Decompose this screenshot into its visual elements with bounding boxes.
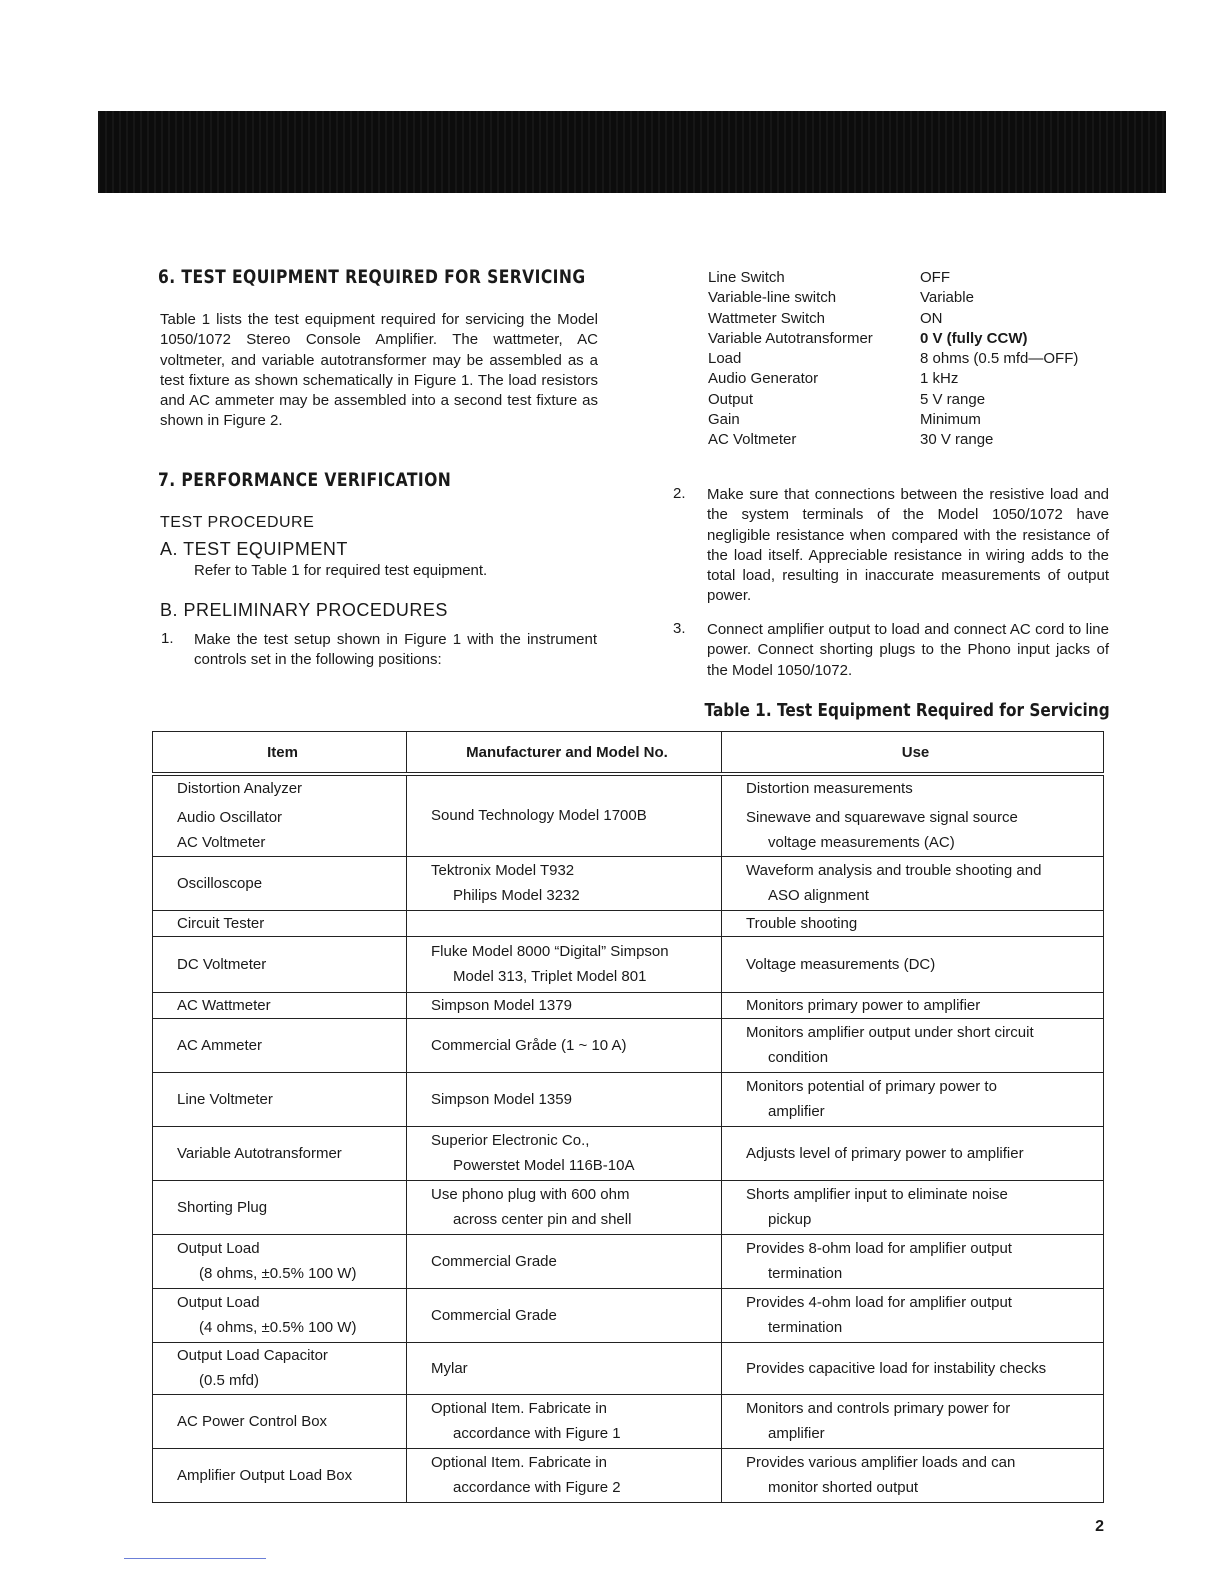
setting-name: Load (708, 350, 742, 368)
table-row (153, 1234, 1104, 1288)
cell-line: Fluke Model 8000 “Digital” Simpson (431, 943, 669, 960)
cell-line: Monitors and controls primary power for (746, 1400, 1011, 1417)
header-use: Use (722, 732, 1104, 775)
cell-line: accordance with Figure 1 (453, 1425, 621, 1442)
setting-name: Line Switch (708, 269, 785, 286)
cell-line: (0.5 mfd) (199, 1372, 260, 1389)
manufacturer-cell (407, 1288, 722, 1342)
cell-line: Waveform analysis and trouble shooting and (746, 862, 1042, 879)
cell-line: Adjusts level of primary power to amplifier (746, 1144, 1024, 1162)
step-3-text: Connect amplifier output to load and connect AC cord to line power. Connect shorting plugs to the Phono input jacks of the Model 1050/1072. (707, 621, 1109, 679)
cell-line: pickup (768, 1211, 812, 1228)
item-cell (153, 992, 407, 1018)
cell-line: termination (768, 1265, 843, 1282)
item-cell (153, 1448, 407, 1502)
cell-line: Circuit Tester (177, 914, 265, 932)
setting-name: Wattmeter Switch (708, 309, 825, 327)
step-3-number: 3. (673, 620, 686, 637)
cell-line: (8 ohms, ±0.5% 100 W) (199, 1265, 357, 1282)
manufacturer-cell (407, 1448, 722, 1502)
cell-line: Optional Item. Fabricate in (431, 1454, 607, 1471)
manufacturer-cell (407, 936, 722, 992)
table-row (153, 1180, 1104, 1234)
cell-line: (4 ohms, ±0.5% 100 W) (199, 1319, 357, 1336)
use-cell (722, 1018, 1104, 1072)
footer-rule (124, 1558, 266, 1559)
cell-line: Line Voltmeter (177, 1090, 273, 1108)
setting-value: OFF (920, 269, 950, 286)
setting-name: Variable-line switch (708, 289, 837, 307)
use-cell (722, 1342, 1104, 1394)
use-cell (722, 856, 1104, 910)
cell-line: Mylar (431, 1359, 468, 1377)
cell-line: Output Load Capacitor (177, 1347, 328, 1364)
section-6-title: 6. TEST EQUIPMENT REQUIRED FOR SERVICING (158, 266, 586, 288)
cell-line: voltage measurements (AC) (768, 834, 955, 852)
use-cell (722, 1448, 1104, 1502)
cell-line: Voltage measurements (DC) (746, 955, 936, 973)
table-row (153, 936, 1104, 992)
use-cell (722, 1072, 1104, 1126)
table-row (153, 774, 1104, 856)
step-2-text: Make sure that connections between the resistive load and the system terminals of the Model 1050/1072 have negligible resistance when compared with the resistance of the load itself. Appreciable resistance in wiring adds to the total load, resulting in inaccurate measurements of output power. (707, 486, 1109, 605)
manufacturer-cell (407, 992, 722, 1018)
section-6-paragraph: Table 1 lists the test equipment required for servicing the Model 1050/1072 Stereo Console Amplifier. The wattmeter, AC voltmeter, and variable autotransformer may be assembled as a test fixture as shown schematically in Figure 1. The load resistors and AC ammeter may be assembled into a second test fixture as shown in Figure 2. (160, 311, 598, 430)
cell-line: condition (768, 1049, 829, 1066)
setting-value: 5 V range (920, 390, 986, 408)
cell-line: Output Load (177, 1294, 260, 1311)
item-cell (153, 1018, 407, 1072)
table-row (153, 1126, 1104, 1180)
cell-line: Powerstet Model 116B-10A (453, 1157, 635, 1174)
header-item: Item (153, 732, 407, 775)
cell-line: Output Load (177, 1240, 260, 1257)
use-cell (722, 1180, 1104, 1234)
setting-row (708, 349, 1108, 369)
cell-line: Monitors amplifier output under short circuit (746, 1024, 1034, 1041)
cell-line: Monitors potential of primary power to (746, 1078, 997, 1095)
table-row (153, 910, 1104, 936)
cell-line: Shorting Plug (177, 1198, 268, 1216)
setting-value: 1 kHz (920, 370, 959, 388)
use-cell (722, 1394, 1104, 1448)
manufacturer-cell (407, 1394, 722, 1448)
item-cell (153, 936, 407, 992)
cell-line: Provides various amplifier loads and can (746, 1454, 1016, 1471)
preliminary-procedures-heading: B. PRELIMINARY PROCEDURES (160, 600, 448, 620)
manufacturer-cell (407, 1342, 722, 1394)
step-1-number: 1. (161, 630, 174, 647)
cell-line: Commercial Gråde (1 ~ 10 A) (431, 1036, 627, 1054)
cell-line: Variable Autotransformer (177, 1144, 342, 1162)
setting-value: 0 V (fully CCW) (920, 329, 1028, 347)
setting-row (708, 390, 1108, 410)
cell-line: Commercial Grade (431, 1252, 557, 1270)
manufacturer-cell (407, 1234, 722, 1288)
step-2-number: 2. (673, 485, 686, 502)
item-cell (153, 1394, 407, 1448)
cell-line: Shorts amplifier input to eliminate noise (746, 1186, 1008, 1203)
cell-line: AC Wattmeter (177, 996, 271, 1014)
section-7-title: 7. PERFORMANCE VERIFICATION (158, 469, 452, 491)
cell-line: termination (768, 1319, 843, 1336)
cell-line: Superior Electronic Co., (431, 1132, 590, 1149)
use-cell (722, 1234, 1104, 1288)
test-equipment-text: Refer to Table 1 for required test equipment. (194, 562, 488, 579)
use-cell (722, 1126, 1104, 1180)
equipment-table (152, 731, 1104, 1503)
setting-name: Variable Autotransformer (708, 329, 873, 347)
cell-line: Provides 4-ohm load for amplifier output (746, 1294, 1012, 1311)
table-header-row (153, 732, 1104, 775)
item-cell (153, 910, 407, 936)
cell-line: Commercial Grade (431, 1306, 557, 1324)
table-caption: Table 1. Test Equipment Required for Servicing (704, 700, 1110, 721)
setting-value: ON (920, 309, 943, 327)
cell-line: Trouble shooting (746, 914, 858, 932)
cell-line: Use phono plug with 600 ohm (431, 1186, 630, 1203)
setting-value: 8 ohms (0.5 mfd—OFF) (920, 350, 1079, 368)
item-cell (153, 1288, 407, 1342)
table-row (153, 1448, 1104, 1502)
header-manufacturer: Manufacturer and Model No. (407, 732, 722, 775)
manufacturer-cell (407, 910, 722, 936)
cell-line: Sinewave and squarewave signal source (746, 809, 1018, 827)
use-cell (722, 1288, 1104, 1342)
manufacturer-cell (407, 1018, 722, 1072)
cell-line: monitor shorted output (768, 1479, 919, 1496)
cell-line: amplifier (768, 1425, 825, 1442)
cell-line: DC Voltmeter (177, 955, 267, 973)
setting-row (708, 430, 1108, 450)
setting-value: Minimum (920, 411, 981, 429)
manufacturer-cell (407, 1072, 722, 1126)
item-cell (153, 1342, 407, 1394)
step-1-text: Make the test setup shown in Figure 1 with the instrument controls set in the following positions: (194, 631, 597, 669)
test-equipment-heading: A. TEST EQUIPMENT (160, 539, 348, 559)
manufacturer-cell (407, 856, 722, 910)
setting-row (708, 329, 1108, 349)
cell-line: Optional Item. Fabricate in (431, 1400, 607, 1417)
setting-row (708, 268, 1108, 288)
manufacturer-cell (407, 774, 722, 856)
cell-line: AC Ammeter (177, 1036, 263, 1054)
header-band (98, 111, 1166, 193)
test-procedure-label: TEST PROCEDURE (160, 514, 315, 531)
setting-value: 30 V range (920, 431, 994, 449)
cell-line: Simpson Model 1379 (431, 996, 572, 1014)
setting-name: Audio Generator (708, 370, 819, 388)
table-row (153, 1394, 1104, 1448)
item-cell (153, 856, 407, 910)
cell-line: Philips Model 3232 (453, 887, 580, 904)
cell-line: Audio Oscillator (177, 809, 283, 827)
cell-line: Oscilloscope (177, 874, 263, 892)
item-cell (153, 774, 407, 856)
use-cell (722, 936, 1104, 992)
setting-name: Output (708, 390, 754, 408)
manufacturer-cell (407, 1180, 722, 1234)
cell-line: Simpson Model 1359 (431, 1090, 572, 1108)
cell-line: Provides 8-ohm load for amplifier output (746, 1240, 1012, 1257)
item-cell (153, 1234, 407, 1288)
table-row (153, 1072, 1104, 1126)
setting-name: AC Voltmeter (708, 431, 797, 449)
manufacturer-cell (407, 1126, 722, 1180)
setting-row (708, 369, 1108, 389)
cell-line: accordance with Figure 2 (453, 1479, 621, 1496)
setting-name: Gain (708, 411, 740, 429)
cell-line: across center pin and shell (453, 1211, 632, 1228)
cell-line: ASO alignment (768, 887, 869, 904)
table-row (153, 1288, 1104, 1342)
table-row (153, 1342, 1104, 1394)
cell-line: Provides capacitive load for instability checks (746, 1359, 1047, 1377)
table-row (153, 992, 1104, 1018)
use-cell (722, 774, 1104, 856)
cell-line: Amplifier Output Load Box (177, 1466, 353, 1484)
cell-line: Monitors primary power to amplifier (746, 996, 981, 1014)
cell-line: Model 313, Triplet Model 801 (453, 968, 647, 985)
cell-line: amplifier (768, 1103, 825, 1120)
item-cell (153, 1072, 407, 1126)
use-cell (722, 910, 1104, 936)
item-cell (153, 1180, 407, 1234)
use-cell (722, 992, 1104, 1018)
cell-line: Sound Technology Model 1700B (431, 807, 647, 825)
item-cell (153, 1126, 407, 1180)
setting-row (708, 288, 1108, 308)
setting-row (708, 410, 1108, 430)
table-row (153, 1018, 1104, 1072)
setting-row (708, 309, 1108, 329)
cell-line: AC Voltmeter (177, 834, 266, 852)
setting-value: Variable (920, 289, 974, 307)
page-number: 2 (1095, 1518, 1104, 1535)
cell-line: Distortion Analyzer (177, 780, 303, 798)
cell-line: Tektronix Model T932 (431, 862, 575, 879)
instrument-settings-list (708, 268, 1108, 451)
cell-line: AC Power Control Box (177, 1412, 328, 1430)
table-row (153, 856, 1104, 910)
cell-line: Distortion measurements (746, 780, 913, 798)
